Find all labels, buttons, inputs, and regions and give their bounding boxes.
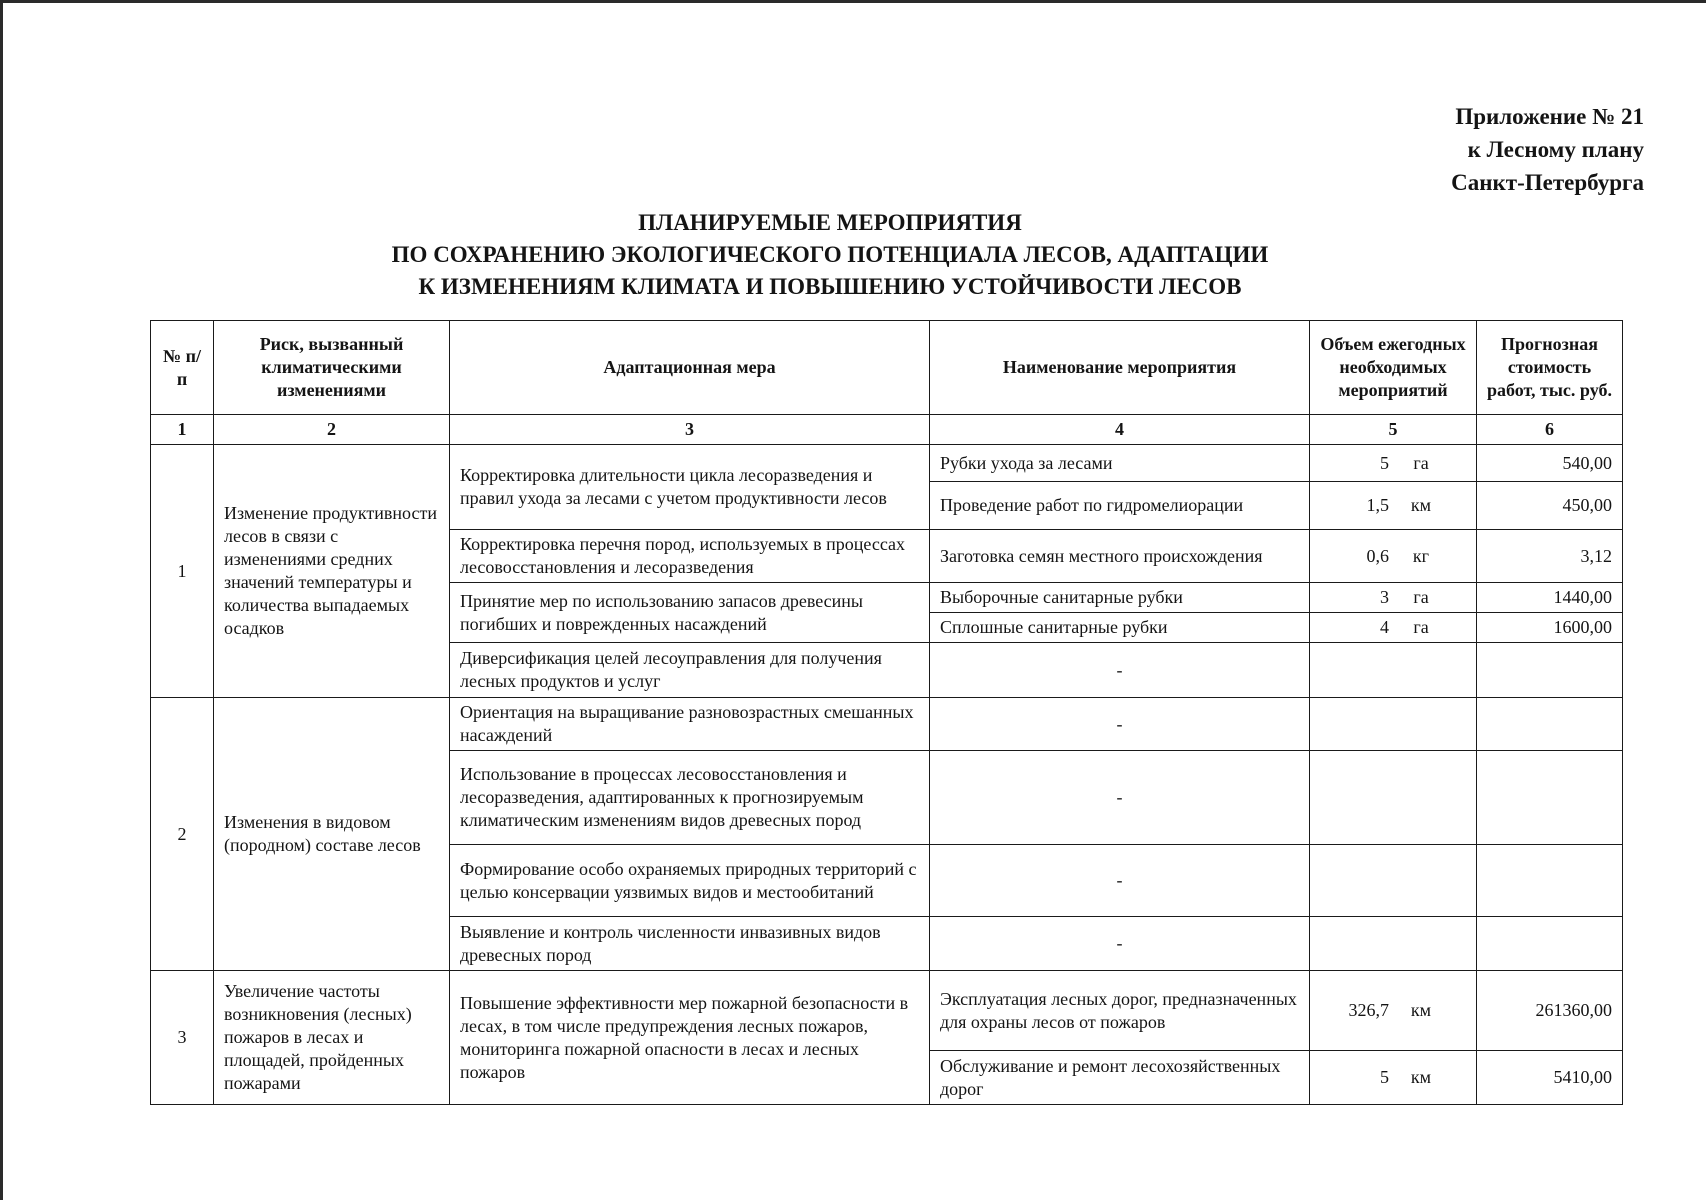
event-cell: Проведение работ по гидромелиорации <box>930 482 1310 530</box>
header-measure: Адаптационная мера <box>450 321 930 415</box>
event-cell: Рубки ухода за лесами <box>930 445 1310 482</box>
volume-qty: 5 <box>1380 1067 1389 1087</box>
row-number: 2 <box>151 698 214 971</box>
header-volume: Объем ежегодных необходимых мероприятий <box>1310 321 1477 415</box>
measure-cell: Использование в процессах лесовосстановления и лесоразведения, адаптированных к прогнозируемым климатическим изменениям видов древесных пород <box>450 751 930 845</box>
measure-cell: Ориентация на выращивание разновозрастных смешанных насаждений <box>450 698 930 751</box>
volume-unit: км <box>1410 495 1432 515</box>
cost-cell <box>1477 698 1623 751</box>
scan-border-top <box>0 0 1706 3</box>
volume-unit: км <box>1410 1000 1432 1020</box>
column-number: 5 <box>1310 415 1477 445</box>
table-row <box>151 698 1623 751</box>
cost-cell <box>1477 845 1623 917</box>
volume-cell <box>1310 845 1477 917</box>
cost-cell: 3,12 <box>1477 530 1623 583</box>
header-cost: Прогнозная стоимость работ, тыс. руб. <box>1477 321 1623 415</box>
event-cell: - <box>930 751 1310 845</box>
title-line-2: ПО СОХРАНЕНИЮ ЭКОЛОГИЧЕСКОГО ПОТЕНЦИАЛА ЛЕСОВ, АДАПТАЦИИ <box>391 242 1269 267</box>
header-risk: Риск, вызванный климатическими изменениями <box>214 321 450 415</box>
event-cell: - <box>930 643 1310 698</box>
column-number: 4 <box>930 415 1310 445</box>
event-cell: Выборочные санитарные рубки <box>930 583 1310 613</box>
measure-cell: Диверсификация целей лесоуправления для получения лесных продуктов и услуг <box>450 643 930 698</box>
volume-unit: га <box>1413 452 1429 473</box>
header-event: Наименование мероприятия <box>930 321 1310 415</box>
appendix-line-2: к Лесному плану <box>1467 137 1644 162</box>
column-number: 1 <box>151 415 214 445</box>
volume-cell <box>1310 482 1477 530</box>
volume-unit: км <box>1410 1067 1432 1087</box>
volume-cell <box>1310 751 1477 845</box>
row-number: 3 <box>151 971 214 1105</box>
volume-cell <box>1310 971 1477 1051</box>
measure-cell: Формирование особо охраняемых природных территорий с целью консервации уязвимых видов и местообитаний <box>450 845 930 917</box>
volume-cell <box>1310 643 1477 698</box>
row-number: 1 <box>151 445 214 698</box>
measure-cell: Повышение эффективности мер пожарной безопасности в лесах, в том числе предупреждения лесных пожаров, мониторинга пожарной опасности в лесах и лесных пожаров <box>450 971 930 1105</box>
column-number: 2 <box>214 415 450 445</box>
cost-cell <box>1477 751 1623 845</box>
volume-cell <box>1310 613 1477 643</box>
volume-cell <box>1310 698 1477 751</box>
volume-cell <box>1310 917 1477 971</box>
risk-cell: Увеличение частоты возникновения (лесных) пожаров в лесах и площадей, пройденных пожарами <box>214 971 450 1105</box>
volume-qty: 4 <box>1380 617 1389 637</box>
cost-cell: 5410,00 <box>1477 1051 1623 1105</box>
event-cell: - <box>930 917 1310 971</box>
event-cell: Эксплуатация лесных дорог, предназначенных для охраны лесов от пожаров <box>930 971 1310 1051</box>
table-row <box>151 971 1623 1051</box>
cost-cell <box>1477 643 1623 698</box>
cost-cell: 1600,00 <box>1477 613 1623 643</box>
table-header-row <box>151 321 1623 415</box>
column-number: 6 <box>1477 415 1623 445</box>
volume-qty: 3 <box>1380 587 1389 607</box>
risk-cell: Изменения в видовом (породном) составе лесов <box>214 698 450 971</box>
volume-cell <box>1310 1051 1477 1105</box>
header-num: № п/п <box>151 321 214 415</box>
measure-cell: Корректировка длительности цикла лесоразведения и правил ухода за лесами с учетом продуктивности лесов <box>450 445 930 530</box>
volume-unit: га <box>1413 587 1429 607</box>
cost-cell <box>1477 917 1623 971</box>
document-title <box>330 207 1330 303</box>
volume-qty: 5 <box>1380 452 1389 473</box>
event-cell: Заготовка семян местного происхождения <box>930 530 1310 583</box>
volume-unit: га <box>1413 617 1429 637</box>
appendix-note <box>1451 100 1644 199</box>
title-line-3: К ИЗМЕНЕНИЯМ КЛИМАТА И ПОВЫШЕНИЮ УСТОЙЧИВОСТИ ЛЕСОВ <box>418 274 1242 299</box>
cost-cell: 450,00 <box>1477 482 1623 530</box>
measure-cell: Корректировка перечня пород, используемых в процессах лесовосстановления и лесоразведения <box>450 530 930 583</box>
volume-qty: 1,5 <box>1366 495 1389 515</box>
measure-cell: Принятие мер по использованию запасов древесины погибших и поврежденных насаждений <box>450 583 930 643</box>
measure-cell: Выявление и контроль численности инвазивных видов древесных пород <box>450 917 930 971</box>
risk-cell: Изменение продуктивности лесов в связи с изменениями средних значений температуры и количества выпадаемых осадков <box>214 445 450 698</box>
column-number: 3 <box>450 415 930 445</box>
table-row <box>151 445 1623 482</box>
volume-cell <box>1310 530 1477 583</box>
cost-cell: 261360,00 <box>1477 971 1623 1051</box>
column-numbers-row <box>151 415 1623 445</box>
scan-border-left <box>0 0 3 1200</box>
cost-cell: 1440,00 <box>1477 583 1623 613</box>
volume-cell <box>1310 583 1477 613</box>
measures-table <box>150 320 1623 1105</box>
volume-unit: кг <box>1412 545 1430 566</box>
volume-qty: 0,6 <box>1366 545 1389 566</box>
event-cell: - <box>930 698 1310 751</box>
cost-cell: 540,00 <box>1477 445 1623 482</box>
volume-cell <box>1310 445 1477 482</box>
appendix-line-1: Приложение № 21 <box>1455 104 1644 129</box>
event-cell: Сплошные санитарные рубки <box>930 613 1310 643</box>
volume-qty: 326,7 <box>1348 1000 1389 1020</box>
event-cell: - <box>930 845 1310 917</box>
event-cell: Обслуживание и ремонт лесохозяйственных дорог <box>930 1051 1310 1105</box>
title-line-1: ПЛАНИРУЕМЫЕ МЕРОПРИЯТИЯ <box>638 210 1022 235</box>
appendix-line-3: Санкт-Петербурга <box>1451 170 1644 195</box>
